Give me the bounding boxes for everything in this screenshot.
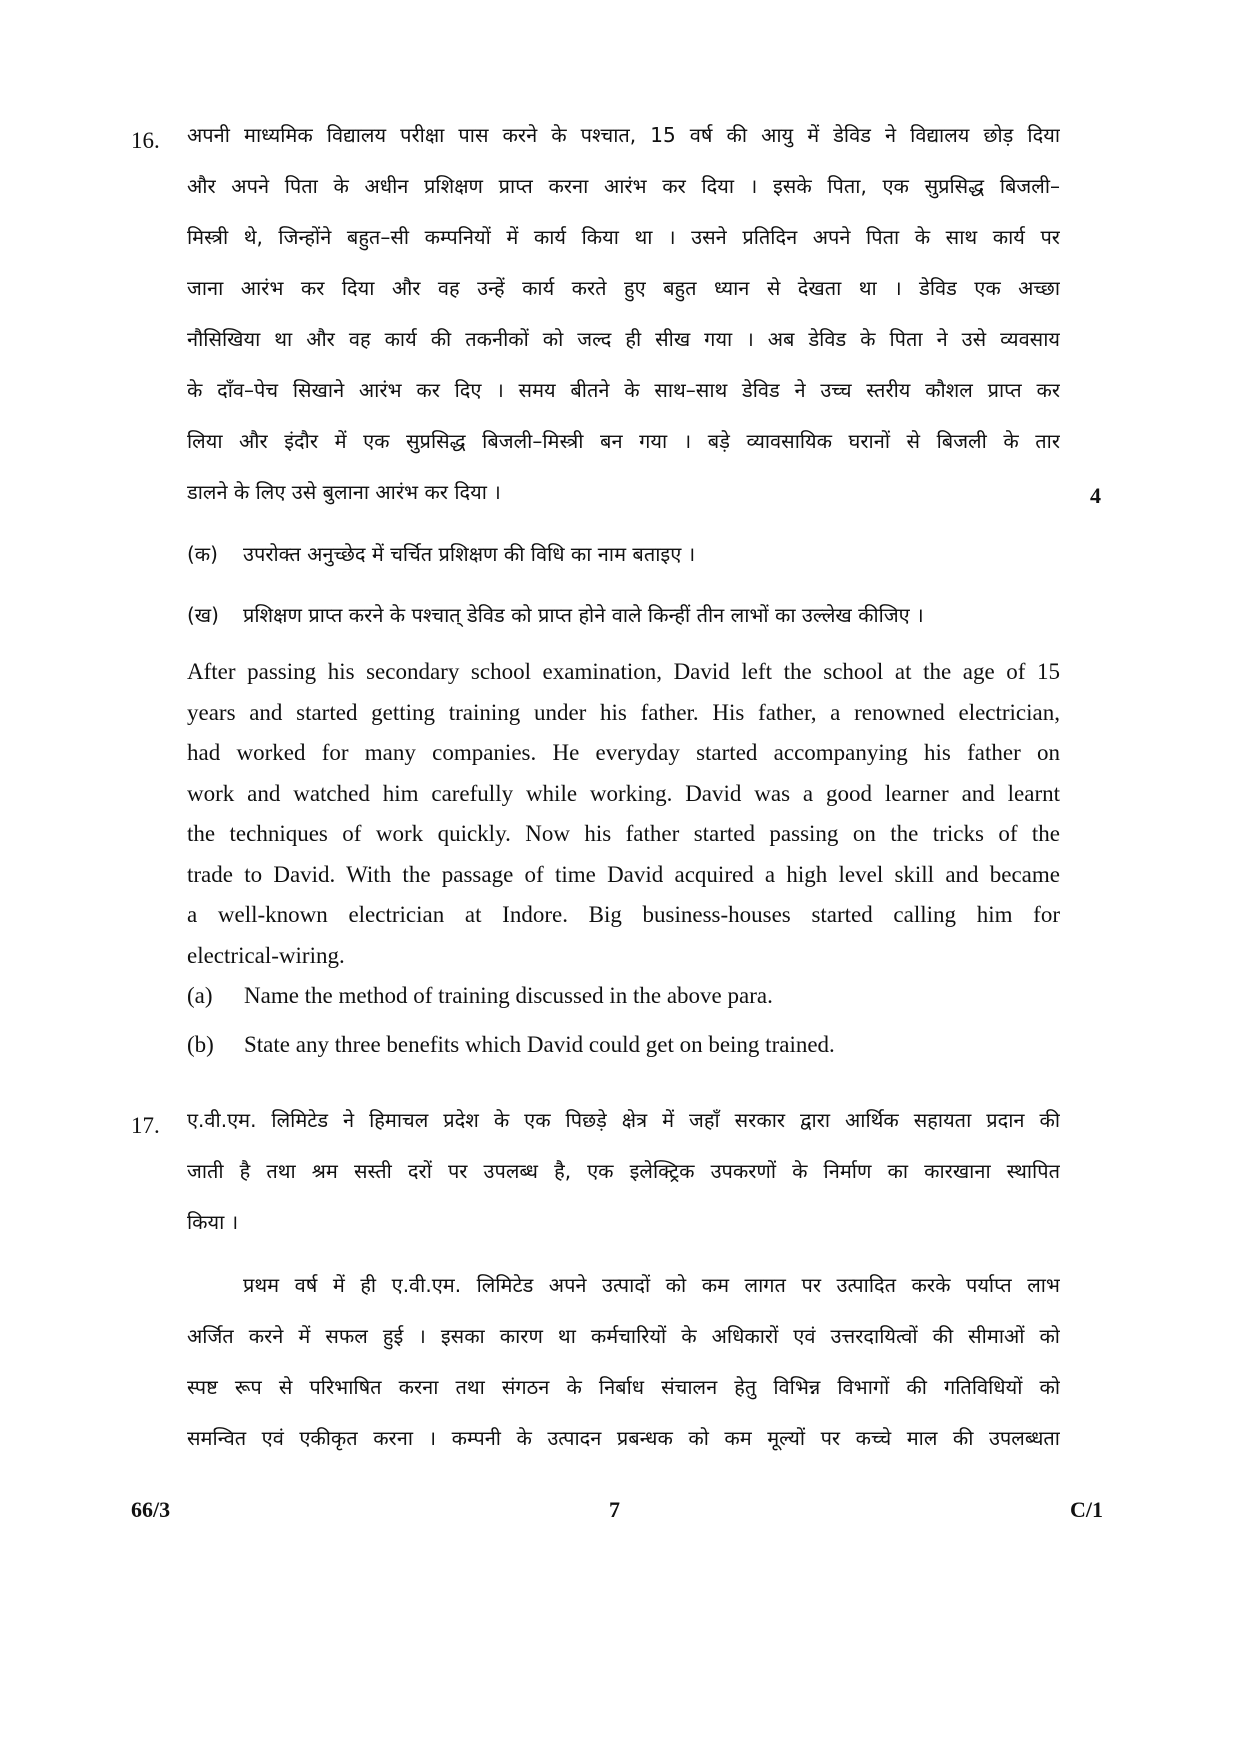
question-number-17: 17. <box>131 1113 160 1138</box>
q16-english-line: electrical-wiring. <box>187 942 345 968</box>
subpart-label: (क) <box>187 542 218 566</box>
q16-english-line: After passing his secondary school examination, David left the school at the age of 15 <box>187 659 1060 684</box>
subpart-text: प्रशिक्षण प्राप्त करने के पश्चात् डेविड को प्राप्त होने वाले किन्हीं तीन लाभों का उल्लेख कीजिए । <box>243 603 924 627</box>
q17-hindi-line: स्पष्ट रूप से परिभाषित करना तथा संगठन के निर्बाध संचालन हेतु विभिन्न विभागों की गतिविधियों को <box>187 1375 1060 1399</box>
q16-hindi-line: मिस्त्री थे, जिन्होंने बहुत–सी कम्पनियों में कार्य किया था । उसने प्रतिदिन अपने पिता के साथ कार्य पर <box>187 225 1060 249</box>
subpart-label: (b) <box>187 1032 214 1057</box>
q16-english-line: trade to David. With the passage of time David acquired a high level skill and became <box>187 861 1060 887</box>
subpart-label: (ख) <box>187 603 219 627</box>
q16-english-line: a well-known electrician at Indore. Big business-houses started calling him for <box>187 902 1060 927</box>
q16-hindi-line: जाना आरंभ कर दिया और वह उन्हें कार्य करते हुए बहुत ध्यान से देखता था । डेविड एक अच्छा <box>187 276 1060 300</box>
q17-hindi-line: ए.वी.एम. लिमिटेड ने हिमाचल प्रदेश के एक पिछड़े क्षेत्र में जहाँ सरकार द्वारा आर्थिक सहायता प्रदान की <box>187 1108 1060 1132</box>
q17-hindi-line: अर्जित करने में सफल हुई । इसका कारण था कर्मचारियों के अधिकारों एवं उत्तरदायित्वों की सीमाओं को <box>187 1324 1060 1348</box>
q16-english-subpart-a <box>187 983 1060 1009</box>
subpart-text: Name the method of training discussed in the above para. <box>244 983 773 1008</box>
footer-set-code: C/1 <box>1070 1497 1103 1522</box>
q16-english-line: years and started getting training under his father. His father, a renowned electrician, <box>187 699 1060 725</box>
q17-hindi-line: प्रथम वर्ष में ही ए.वी.एम. लिमिटेड अपने उत्पादों को कम लागत पर उत्पादित करके पर्याप्त लाभ <box>243 1273 1060 1297</box>
subpart-text: State any three benefits which David could get on being trained. <box>244 1032 835 1057</box>
subpart-label: (a) <box>187 983 213 1008</box>
q16-english-paragraph <box>187 652 1060 976</box>
q16-hindi-line: नौसिखिया था और वह कार्य की तकनीकों को जल्द ही सीख गया । अब डेविड के पिता ने उसे व्यवसाय <box>187 327 1060 351</box>
q16-marks: 4 <box>1090 483 1101 508</box>
q16-hindi-line: डालने के लिए उसे बुलाना आरंभ कर दिया । <box>187 480 501 504</box>
q17-hindi-line: किया । <box>187 1210 239 1234</box>
q17-hindi-line: जाती है तथा श्रम सस्ती दरों पर उपलब्ध है, एक इलेक्ट्रिक उपकरणों के निर्माण का कारखाना स्थापित <box>187 1159 1060 1183</box>
q17-hindi-line: समन्वित एवं एकीकृत करना । कम्पनी के उत्पादन प्रबन्धक को कम मूल्यों पर कच्चे माल की उपलब्धता <box>187 1426 1060 1450</box>
q16-hindi-line: और अपने पिता के अधीन प्रशिक्षण प्राप्त करना आरंभ कर दिया । इसके पिता, एक सुप्रसिद्ध बिजली– <box>187 174 1060 198</box>
q16-hindi-line: के दाँव–पेच सिखाने आरंभ कर दिए । समय बीतने के साथ–साथ डेविड ने उच्च स्तरीय कौशल प्राप्त कर <box>187 378 1060 402</box>
q17-hindi-paragraph-2 <box>187 1260 1060 1464</box>
q16-english-subpart-b <box>187 1032 1060 1058</box>
q16-english-line: had worked for many companies. He everyday started accompanying his father on <box>187 740 1060 765</box>
subpart-text: उपरोक्त अनुच्छेद में चर्चित प्रशिक्षण की विधि का नाम बताइए । <box>243 542 696 566</box>
question-number-16: 16. <box>131 128 160 153</box>
q16-hindi-subpart-b <box>187 601 1060 628</box>
q16-hindi-paragraph <box>187 110 1060 518</box>
footer-page-number: 7 <box>609 1497 620 1522</box>
q16-hindi-line: अपनी माध्यमिक विद्यालय परीक्षा पास करने के पश्चात, 15 वर्ष की आयु में डेविड ने विद्यालय छोड़ दिया <box>187 123 1060 147</box>
q17-hindi-paragraph-1 <box>187 1095 1060 1248</box>
q16-hindi-line: लिया और इंदौर में एक सुप्रसिद्ध बिजली–मिस्त्री बन गया । बड़े व्यावसायिक घरानों से बिजली के तार <box>187 429 1060 453</box>
q16-english-line: the techniques of work quickly. Now his father started passing on the tricks of the <box>187 821 1060 846</box>
q16-english-line: work and watched him carefully while working. David was a good learner and learnt <box>187 780 1060 806</box>
footer-paper-code: 66/3 <box>131 1497 171 1522</box>
q16-hindi-subpart-a <box>187 540 1060 567</box>
